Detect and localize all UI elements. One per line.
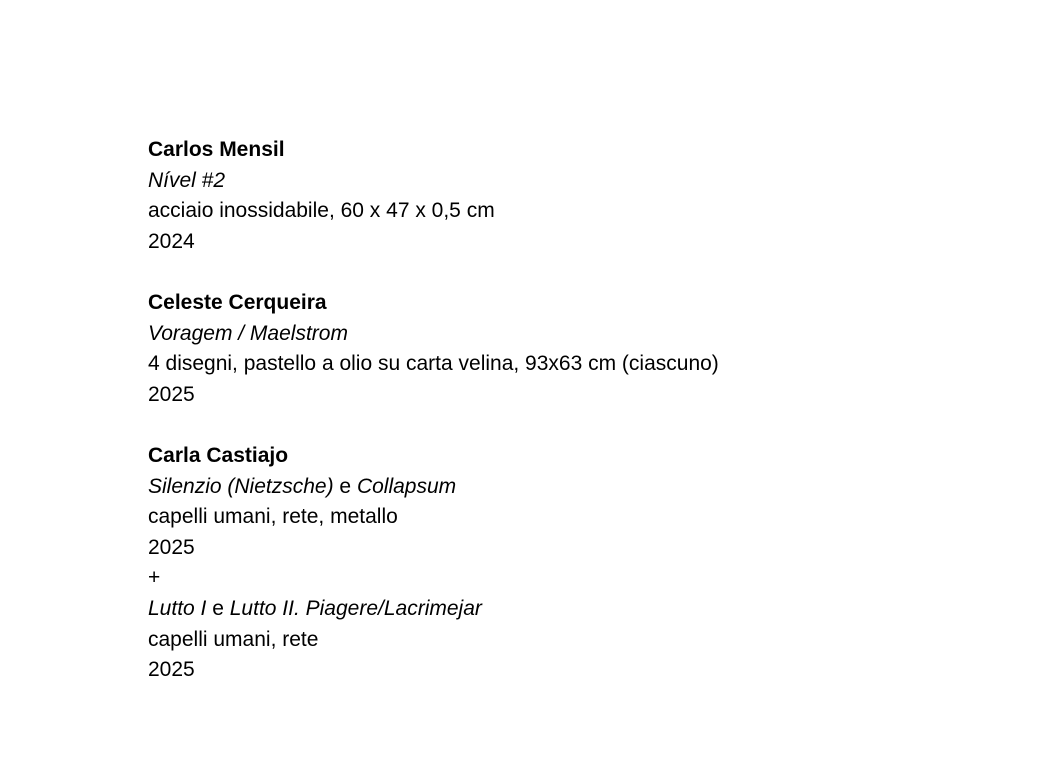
artwork-year: 2025	[148, 535, 195, 559]
artwork-year: 2025	[148, 382, 195, 406]
artwork-title: Lutto II. Piagere/Lacrimejar	[229, 596, 482, 620]
artwork-medium: acciaio inossidabile, 60 x 47 x 0,5 cm	[148, 199, 495, 223]
artwork-medium: capelli umani, rete, metallo	[148, 505, 398, 529]
artist-name: Celeste Cerqueira	[148, 290, 327, 314]
artwork-title: Nível #2	[148, 168, 226, 192]
artist-name: Carlos Mensil	[148, 138, 285, 161]
spacer	[148, 257, 1008, 288]
artist-name: Carla Castiajo	[148, 443, 289, 467]
artwork-title: Collapsum	[356, 474, 457, 498]
entry-celeste-cerqueira	[148, 288, 1008, 410]
artwork-title-line	[148, 472, 1008, 503]
artwork-year: 2024	[148, 229, 195, 253]
entry-carlos-mensil	[148, 135, 1008, 257]
conjunction: e	[206, 596, 230, 620]
entry-carla-castiajo	[148, 441, 1008, 686]
artwork-title: Silenzio (Nietzsche)	[148, 474, 334, 498]
artwork-title: Lutto I	[148, 596, 207, 620]
artwork-title-line	[148, 594, 1008, 625]
document-body	[148, 135, 1008, 686]
conjunction: e	[333, 474, 357, 498]
artwork-year: 2025	[148, 658, 195, 682]
spacer	[148, 410, 1008, 441]
artwork-medium: capelli umani, rete	[148, 627, 319, 651]
artwork-title: Voragem / Maelstrom	[148, 321, 348, 345]
artwork-medium: 4 disegni, pastello a olio su carta velina, 93x63 cm (ciascuno)	[148, 352, 719, 376]
plus-separator: +	[148, 566, 161, 590]
